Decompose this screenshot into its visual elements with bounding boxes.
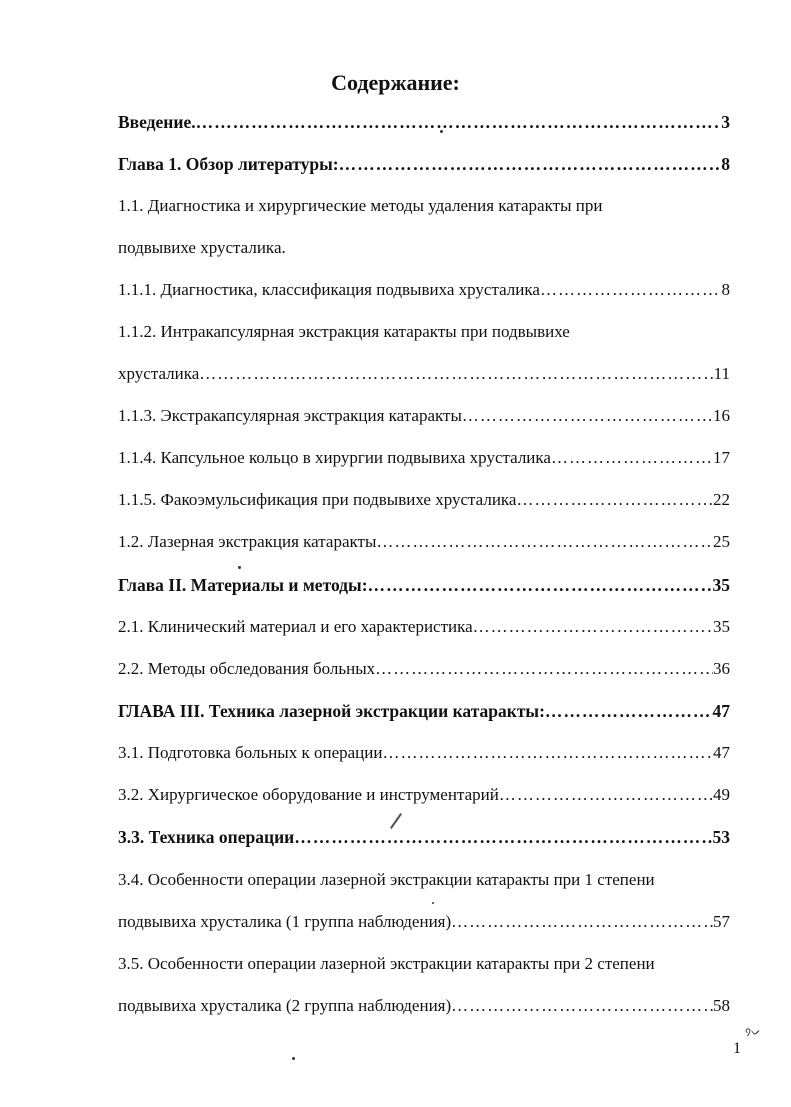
toc-entry <box>118 238 730 268</box>
toc-leader-dots <box>339 154 722 175</box>
toc-entry-title: 1.1.2. Интракапсулярная экстракция катаракты при подвывихе <box>118 322 570 341</box>
toc-entry <box>118 322 730 352</box>
toc-entry-page: 36 <box>713 659 730 678</box>
toc-entry-page: 35 <box>713 617 730 636</box>
toc-entry-page: 35 <box>712 575 730 595</box>
toc-entry-title: 3.3. Техника операции <box>118 827 295 847</box>
toc-entry-title: подвывиха хрусталика (1 группа наблюдения) <box>118 912 452 931</box>
toc-entry-page: 3 <box>721 112 730 132</box>
toc-leader-dots <box>516 490 713 510</box>
toc-entry-title: подвывихе хрусталика. <box>118 238 286 257</box>
toc-entry-page: 17 <box>713 448 730 467</box>
toc-entry <box>118 364 730 394</box>
toc-entry-page: 53 <box>712 827 730 847</box>
toc-leader-dots <box>375 659 713 679</box>
toc-entry-page: 47 <box>712 701 730 721</box>
scan-speck <box>440 130 443 133</box>
toc-entry <box>118 701 730 731</box>
toc-leader-dots <box>451 912 713 932</box>
scan-speck <box>238 566 241 569</box>
toc-entry-title: подвывиха хрусталика (2 группа наблюдения) <box>118 996 452 1015</box>
toc-entry <box>118 912 730 942</box>
toc-entry-page: 58 <box>713 996 730 1015</box>
toc-entry-page: 47 <box>713 743 730 762</box>
toc-entry-title: 1.1.1. Диагностика, классификация подвывиха хрусталика <box>118 280 540 299</box>
toc-entry-page: 25 <box>713 532 730 551</box>
toc-entry-title: 1.2. Лазерная экстракция катаракты <box>118 532 377 551</box>
page-title: Содержание: <box>331 70 460 95</box>
toc-entry <box>118 532 730 562</box>
toc-leader-dots <box>540 280 722 300</box>
toc-entry <box>118 827 730 857</box>
toc-leader-dots <box>462 406 713 426</box>
toc-leader-dots <box>545 701 713 722</box>
toc-entry <box>118 996 730 1026</box>
toc-entry <box>118 743 730 773</box>
toc-entry-page: 57 <box>713 912 730 931</box>
toc-entry <box>118 112 730 142</box>
toc-entry-title: 1.1. Диагностика и хирургические методы удаления катаракты при <box>118 196 603 215</box>
toc-leader-dots <box>196 112 722 133</box>
toc-entry-title: 1.1.5. Факоэмульсификация при подвывихе хрусталика <box>118 490 517 509</box>
toc-entry-title: Глава 1. Обзор литературы: <box>118 154 339 174</box>
toc-entry-title: 2.2. Методы обследования больных <box>118 659 376 678</box>
toc-entry-page: 11 <box>713 364 730 383</box>
toc-leader-dots <box>294 827 712 848</box>
page-number: 1 <box>733 1040 741 1057</box>
toc-entry <box>118 406 730 436</box>
toc-entry-title: 3.5. Особенности операции лазерной экстракции катаракты при 2 степени <box>118 954 655 973</box>
toc-leader-dots <box>382 743 713 763</box>
corner-mark: ᠀ᨆ <box>745 1026 761 1038</box>
toc-entry-title: 3.2. Хирургическое оборудование и инструментарий <box>118 785 499 804</box>
toc-entry-page: 8 <box>721 280 730 299</box>
toc-entry-page: 8 <box>721 154 730 174</box>
toc-entry <box>118 448 730 478</box>
toc-entry <box>118 659 730 689</box>
toc-entry <box>118 954 730 984</box>
toc-entry <box>118 280 730 310</box>
toc-leader-dots <box>473 617 713 637</box>
toc-leader-dots <box>376 532 713 552</box>
toc-entry-page: 16 <box>713 406 730 425</box>
toc-entry <box>118 617 730 647</box>
toc-leader-dots <box>199 364 713 384</box>
toc-entry-title: ГЛАВА III. Техника лазерной экстракции катаракты: <box>118 701 545 721</box>
toc-entry-title: Введение. <box>118 112 196 132</box>
toc-entry <box>118 154 730 184</box>
toc-leader-dots <box>451 996 713 1016</box>
toc-entry-title: 1.1.3. Экстракапсулярная экстракция катаракты <box>118 406 462 425</box>
toc-entry-title: 2.1. Клинический материал и его характеристика <box>118 617 473 636</box>
toc-entry-title: Глава II. Материалы и методы: <box>118 575 368 595</box>
scan-speck <box>292 1057 295 1060</box>
toc-entry <box>118 785 730 815</box>
toc-entry <box>118 196 730 226</box>
toc-leader-dots <box>368 575 713 596</box>
toc-leader-dots <box>499 785 713 805</box>
toc-leader-dots <box>551 448 713 468</box>
toc-entry-title: 3.1. Подготовка больных к операции <box>118 743 383 762</box>
toc-entry-title: 1.1.4. Капсульное кольцо в хирургии подвывиха хрусталика <box>118 448 551 467</box>
toc-entry <box>118 870 730 900</box>
toc-entry <box>118 575 730 605</box>
toc-entry-title: 3.4. Особенности операции лазерной экстракции катаракты при 1 степени <box>118 870 655 889</box>
toc-entry-title: хрусталика <box>118 364 200 383</box>
toc-entry-page: 49 <box>713 785 730 804</box>
toc-entry <box>118 490 730 520</box>
toc-entry-page: 22 <box>713 490 730 509</box>
scan-speck <box>432 902 434 904</box>
